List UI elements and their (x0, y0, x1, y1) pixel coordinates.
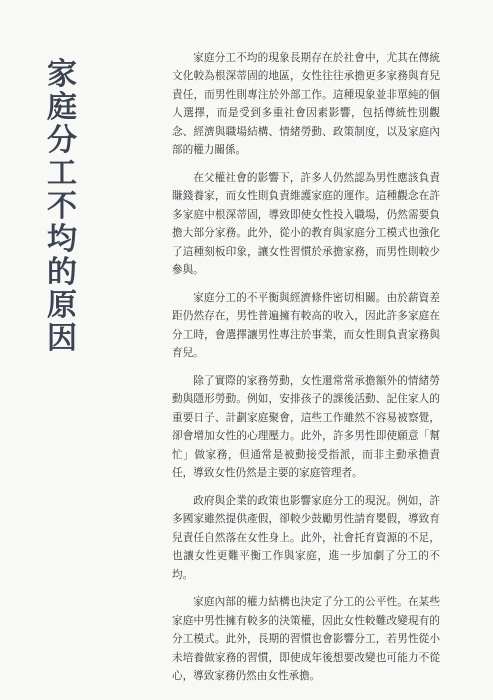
title-char: 庭 (47, 90, 77, 125)
body-text (172, 49, 440, 695)
title-char: 因 (47, 321, 77, 356)
document-title (44, 58, 80, 355)
paragraph: 家庭分工不均的現象長期存在於社會中，尤其在傳統文化較為根深蒂固的地區，女性往往承擔更多家務與育兒責任，而男性則專注於外部工作。這種現象並非單純的個人選擇，而是受到多重社會因素影響，包括傳統性別觀念、經濟與職場結構、情緒勞動、政策制度，以及家庭內部的權力關係。 (172, 52, 440, 157)
title-char: 不 (47, 189, 77, 224)
title-char: 分 (47, 123, 77, 158)
paragraph: 政府與企業的政策也影響家庭分工的現況。例如，許多國家雖然提供產假，卻較少鼓勵男性請育嬰假，導致育兒責任自然落在女性身上。此外，社會托育資源的不足，也讓女性更難平衡工作與家庭，進一步加劇了分工的不均。 (172, 494, 440, 581)
title-char: 工 (47, 156, 77, 191)
title-char: 家 (47, 57, 77, 92)
paragraph: 除了實際的家務勞動，女性還常常承擔額外的情緒勞動與隱形勞動。例如，安排孩子的課後活動、記住家人的重要日子、計劃家庭聚會，這些工作雖然不容易被察覺，卻會增加女性的心理壓力。此外，許多男性即使願意「幫忙」做家務，但通常是被動接受指派，而非主動承擔責任，導致女性仍然是主要的家庭管理者。 (172, 375, 440, 480)
paragraph: 在父權社會的影響下，許多人仍然認為男性應該負責賺錢養家，而女性則負責維護家庭的運作。這種觀念在許多家庭中根深蒂固，導致即使女性投入職場，仍然需要負擔大部分家務。此外，從小的教育與家庭分工模式也強化了這種刻板印象，讓女性習慣於承擔家務，而男性則較少參與。 (172, 171, 440, 276)
title-char: 的 (47, 255, 77, 290)
paragraph: 家庭內部的權力結構也決定了分工的公平性。在某些家庭中男性擁有較多的決策權，因此女性較難改變現有的分工模式。此外，長期的習慣也會影響分工，若男性從小未培養做家務的習慣，即使成年後想要改變也可能力不從心，導致家務仍然由女性承擔。 (172, 596, 440, 683)
paragraph: 家庭分工的不平衡與經濟條件密切相關。由於薪資差距仍然存在，男性普遍擁有較高的收入，因此許多家庭在分工時，會選擇讓男性專注於事業，而女性則負責家務與育兒。 (172, 291, 440, 360)
title-char: 均 (47, 222, 77, 257)
title-char: 原 (47, 288, 77, 323)
